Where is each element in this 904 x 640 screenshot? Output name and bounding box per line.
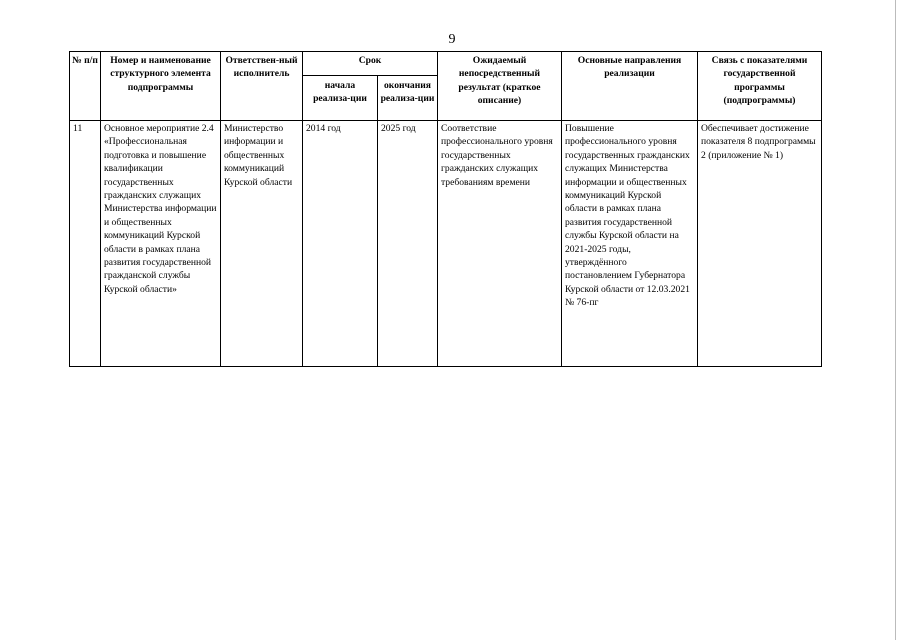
cell-end: 2025 год [378,121,438,367]
cell-link: Обеспечивает достижение показателя 8 подпрограммы 2 (приложение № 1) [698,121,822,367]
cell-start: 2014 год [303,121,378,367]
header-term: Срок [303,52,438,76]
page-number: 9 [448,32,456,47]
header-result: Ожидаемый непосредственный результат (краткое описание) [438,52,562,121]
header-term-end: окончания реализа-ции [378,76,438,121]
cell-num: 11 [70,121,101,367]
cell-name: Основное мероприятие 2.4 «Профессиональная подготовка и повышение квалификации государственных гражданских служащих Министерства информации и общественных коммуникаций Курской области в рамках плана развития государственной гражданской службы Курской области» [101,121,221,367]
header-num: № п/п [70,52,101,121]
header-link: Связь с показателями государственной программы (подпрограммы) [698,52,822,121]
cell-directions: Повышение профессионального уровня государственных гражданских служащих Министерства информации и общественных коммуникаций Курской области в рамках плана развития государственной службы Курской области на 2021-2025 годы, утверждённого постановлением Губернатора Курской области от 12.03.2021 № 76-пг [562,121,698,367]
header-directions: Основные направления реализации [562,52,698,121]
header-row [70,52,822,76]
table-row [70,121,822,367]
cell-executor: Министерство информации и общественных коммуникаций Курской области [221,121,303,367]
scan-edge-mark [895,0,896,640]
program-table [69,51,822,367]
header-term-start: начала реализа-ции [303,76,378,121]
header-executor: Ответствен-ный исполнитель [221,52,303,121]
cell-result: Соответствие профессионального уровня государственных гражданских служащих требованиям времени [438,121,562,367]
header-name: Номер и наименование структурного элемента подпрограммы [101,52,221,121]
